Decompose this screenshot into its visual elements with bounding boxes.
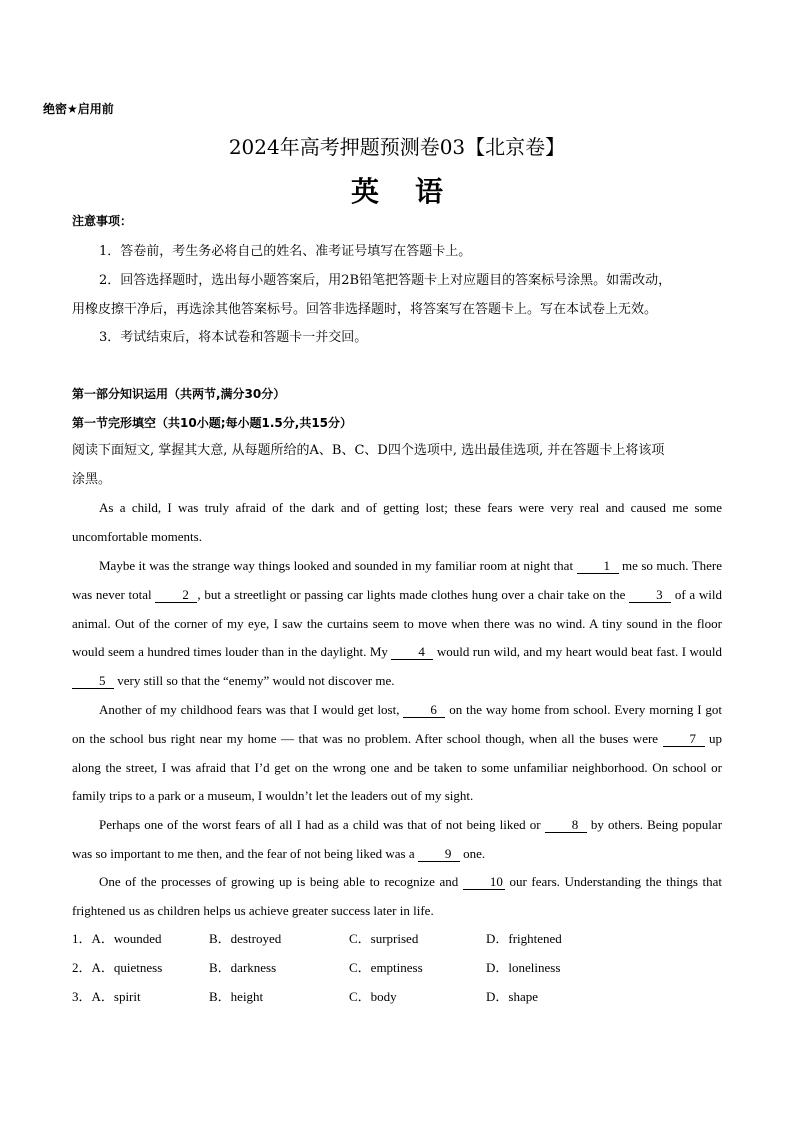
p4-text-b: by others. Being popular was so important to me then, and the fear of not being liked was a [72,817,723,861]
blank-6[interactable]: 6 [403,703,445,718]
p3-text-a: Another of my childhood fears was that I would get lost, [99,702,400,717]
option-2-b[interactable]: B．darkness [209,959,277,975]
confidential-label: 绝密★启用前 [43,102,114,116]
option-2-c[interactable]: C．emptiness [349,959,423,975]
passage-paragraph-1 [72,494,722,552]
option-3-d[interactable]: D．shape [486,988,538,1004]
p5-text-a: One of the processes of growing up is being able to recognize and [99,874,459,889]
subject-title [0,170,794,210]
option-1-a[interactable]: 1．A．wounded [72,931,162,946]
blank-9[interactable]: 9 [418,847,460,862]
p4-text-a: Perhaps one of the worst fears of all I had as a child was that of not being liked or [99,817,541,832]
instructions-line-1: 阅读下面短文, 掌握其大意, 从每题所给的A、B、C、D四个选项中, 选出最佳选项, 并在答题卡上将该项 [72,443,665,458]
p5-text-b: our fears. Understanding the things that frightened us as children helps us achieve greater success later in life. [72,874,722,918]
subject-char-1: 英 [350,175,379,208]
blank-1[interactable]: 1 [577,559,619,574]
p4-text-c: one. [463,845,486,861]
passage-paragraph-3 [72,696,722,811]
part-heading: 第一部分知识运用（共两节,满分30分） [72,387,286,401]
p3-text-c: up along the street, I was afraid that I’d get on the wrong one and be taken to some unfamiliar neighborhood. On school or family trips to a park or a museum, I wouldn’t let the leaders out of my sight. [72,730,723,804]
notice-item-2-line-2: 用橡皮擦干净后，再选涂其他答案标号。回答非选择题时，将答案写在答题卡上。写在本试卷上无效。 [72,301,658,317]
notice-item-3-text: 3．考试结束后，将本试卷和答题卡一并交回。 [99,330,368,345]
blank-8[interactable]: 8 [545,818,587,833]
instructions-line-2: 涂黑。 [72,471,112,487]
notice-item-2 [72,267,722,325]
passage-paragraph-4 [72,811,722,869]
paragraph-1-text: As a child, I was truly afraid of the dark and of getting lost; these fears were very real and caused me some uncomfortable moments. [72,500,722,544]
option-1-d[interactable]: D．frightened [486,931,562,946]
option-3-a[interactable]: 3．A．spirit [72,988,141,1004]
section-heading: 第一节完形填空（共10小题;每小题1.5分,共15分） [72,416,353,430]
notice-item-2-line-1: 2．回答选择题时，选出每小题答案后，用2B铅笔把答题卡上对应题目的答案标号涂黑。如需改动， [99,273,672,288]
notice-item-1-text: 1．答卷前，考生务必将自己的姓名、准考证号填写在答题卡上。 [99,244,472,259]
option-1-c[interactable]: C．surprised [349,931,419,946]
blank-7[interactable]: 7 [663,732,705,747]
p2-text-d: of a wild animal. Out of the corner of my eye, I saw the curtains seem to move when there was no wind. A tiny sound in the floor would seem a hundred times louder than in the daylight. My [72,586,723,660]
answer-options [72,925,722,1011]
passage-paragraph-2 [72,552,722,696]
option-row [72,925,722,954]
subject-char-2: 语 [415,175,444,208]
option-2-d[interactable]: D．loneliness [486,959,561,975]
option-2-a[interactable]: 2．A．quietness [72,959,163,975]
p2-text-f: very still so that the “enemy” would not discover me. [117,673,395,689]
option-1-b[interactable]: B．destroyed [209,931,282,946]
p2-text-e: would run wild, and my heart would beat fast. I would [436,644,723,660]
p2-text-b: me so much. There was never total [72,558,723,602]
p2-text-c: , but a streetlight or passing car lights made clothes hung over a chair take on the [197,586,626,602]
option-3-b[interactable]: B．height [209,988,264,1004]
blank-4[interactable]: 4 [391,645,433,660]
notice-heading: 注意事项： [72,214,133,228]
option-3-c[interactable]: C．body [349,988,397,1004]
blank-5[interactable]: 5 [72,674,114,689]
notice-item-3 [72,324,722,353]
blank-3[interactable]: 3 [629,588,671,603]
notice-item-1 [72,238,722,267]
p2-text-a: Maybe it was the strange way things looked and sounded in my familiar room at night that [99,558,574,573]
passage-paragraph-5 [72,868,722,926]
instructions [72,437,722,495]
blank-10[interactable]: 10 [463,875,505,890]
option-row [72,954,722,983]
exam-title: 2024年高考押题预测卷03【北京卷】 [228,135,566,159]
option-row [72,983,722,1012]
blank-2[interactable]: 2 [155,588,197,603]
p3-text-b: on the way home from school. Every morning I got on the school bus right near my home — that was no problem. After school though, when all the buses were [72,702,723,746]
